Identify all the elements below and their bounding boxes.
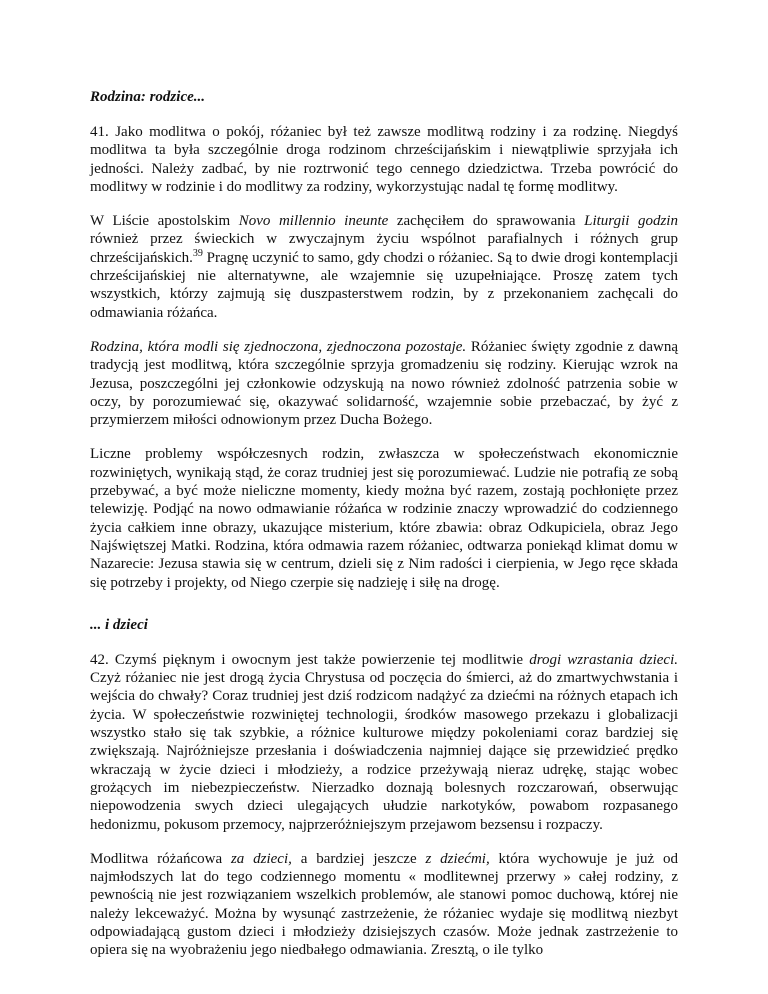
paragraph-42 bbox=[90, 651, 678, 834]
paragraph-41 bbox=[90, 123, 678, 196]
paragraph-problems: Liczne problemy współczesnych rodzin, zwłaszcza w społeczeństwach ekonomicznie rozwiniętych, wynikają stąd, że coraz trudniej jest się porozumiewać. Ludzie nie potrafią ze sobą przebywać, a być może nieliczne momenty, kiedy można być razem, zostają pochłonięte przez telewizję. Podjąć na nowo odmawianie różańca w rodzinie znaczy wprowadzić do codziennego życia całkiem inne obrazy, ukazujące misterium, które zbawia: obraz Odkupiciela, obraz Jego Najświętszej Matki. Rodzina, która odmawia razem różaniec, odtwarza poniekąd klimat domu w Nazarecie: Jezusa stawia się w centrum, dzieli się z Nim radości i cierpienia, w Jego ręce składa się potrzeby i projekty, od Niego czerpie się nadzieję i siłę na drogę. bbox=[90, 446, 678, 591]
document-title-liturgy: Liturgii godzin bbox=[584, 213, 678, 230]
emphasis: z dziećmi, bbox=[425, 850, 490, 867]
paragraph-family-prays bbox=[90, 338, 678, 429]
paragraph-number: 41. bbox=[90, 124, 109, 140]
paragraph-text: Jako modlitwa o pokój, różaniec był też zawsze modlitwą rodziny i za rodzinę. Niegdyś modlitwa ta była szczególnie droga rodzinom chrześcijańskim i niewątpliwie sprzyjała ich jedności. Należy zadbać, by nie roztrwonić tego cennego dziedzictwa. Trzeba powrócić do modlitwy w rodzinie i do modlitwy za rodziny, wykorzystując nadal tę formę modlitwy. bbox=[90, 124, 678, 195]
text-run: Pragnę uczynić to samo, gdy chodzi o różaniec. Są to dwie drogi kontemplacji chrześcijańskiej nie alternatywne, ale wzajemnie się uzupełniające. Proszę zatem tych wszystkich, którzy zajmują się duszpasterstwem rodzin, by z przekonaniem zachęcali do odmawiania różańca. bbox=[90, 249, 678, 321]
text-run: Różaniec święty zgodnie z dawną tradycją jest modlitwą, która szczególnie sprzyja gromadzeniu się rodziny. Kierując wzrok na Jezusa, poszczególni jej członkowie odzyskują na nowo również zdolność patrzenia sobie w oczy, by porozumiewać się, okazywać solidarność, wzajemnie sobie przebaczać, by żyć z przymierzem miłości odnowionym przez Ducha Bożego. bbox=[90, 338, 678, 429]
section-heading-children: ... i dzieci bbox=[90, 616, 148, 633]
section-heading-parents: Rodzina: rodzice... bbox=[90, 89, 206, 105]
quote: Rodzina, która modli się zjednoczona, zjednoczona pozostaje. bbox=[90, 338, 467, 355]
paragraph-liturgy bbox=[90, 212, 678, 322]
text-run: zachęciłem do sprawowania bbox=[388, 213, 585, 230]
document-title-novo-millennio: Novo millennio ineunte bbox=[238, 213, 389, 230]
text-run: W Liście apostolskim bbox=[90, 213, 239, 230]
footnote-marker: 39 bbox=[192, 247, 203, 259]
text-run: również przez świeckich w zwyczajnym życiu wspólnot parafialnych i różnych grup chrześcijańskich. bbox=[90, 231, 678, 266]
text-run: która wychowuje je już od najmłodszych lat do tego codziennego momentu « modlitewnej przerwy » całej rodziny, z pewnością nie jest rozwiązaniem wszelkich problemów, ale stanowi pomoc duchową, której nie należy lekceważyć. Można by wysunąć zastrzeżenie, że różaniec wydaje się modlitwą niezbyt odpowiadającą gustom dzieci i młodzieży dzisiejszych czasów. Może jednak zastrzeżenie to opiera się na wyobrażeniu jego niedbałego odmawiania. Zresztą, o ile tylko bbox=[90, 850, 678, 959]
emphasis: drogi wzrastania dzieci. bbox=[529, 651, 678, 668]
text-run: Modlitwa różańcowa bbox=[90, 850, 231, 867]
text-run: 42. Czymś pięknym i owocnym jest także powierzenie tej modlitwie bbox=[90, 651, 530, 668]
emphasis: za dzieci, bbox=[230, 850, 292, 867]
text-run: a bardziej jeszcze bbox=[291, 850, 426, 867]
paragraph-rosary-children bbox=[90, 850, 678, 960]
text-run: Czyż różaniec nie jest drogą życia Chrystusa od poczęcia do śmierci, aż do zmartwychwstania i wejścia do chwały? Coraz trudniej jest dziś rodzicom nadążyć za dziećmi na różnych etapach ich życia. W społeczeństwie rozwiniętej technologii, środków masowego przekazu i globalizacji wszystko stało się tak szybkie, a różnice kulturowe między pokoleniami coraz bardziej się zwiększają. Najróżniejsze przesłania i doświadczenia najmniej dające się przewidzieć prędko wkraczają w życie dzieci i młodzieży, a rodzice przeżywają nieraz udrękę, stając wobec grożących im niebezpieczeństw. Nierzadko doznają bolesnych rozczarowań, obserwując niepowodzenia swych dzieci ulegających ułudzie narkotyków, powabom rozpasanego hedonizmu, pokusom przemocy, najprzeróżniejszym przejawom bezsensu i rozpaczy. bbox=[90, 670, 678, 833]
